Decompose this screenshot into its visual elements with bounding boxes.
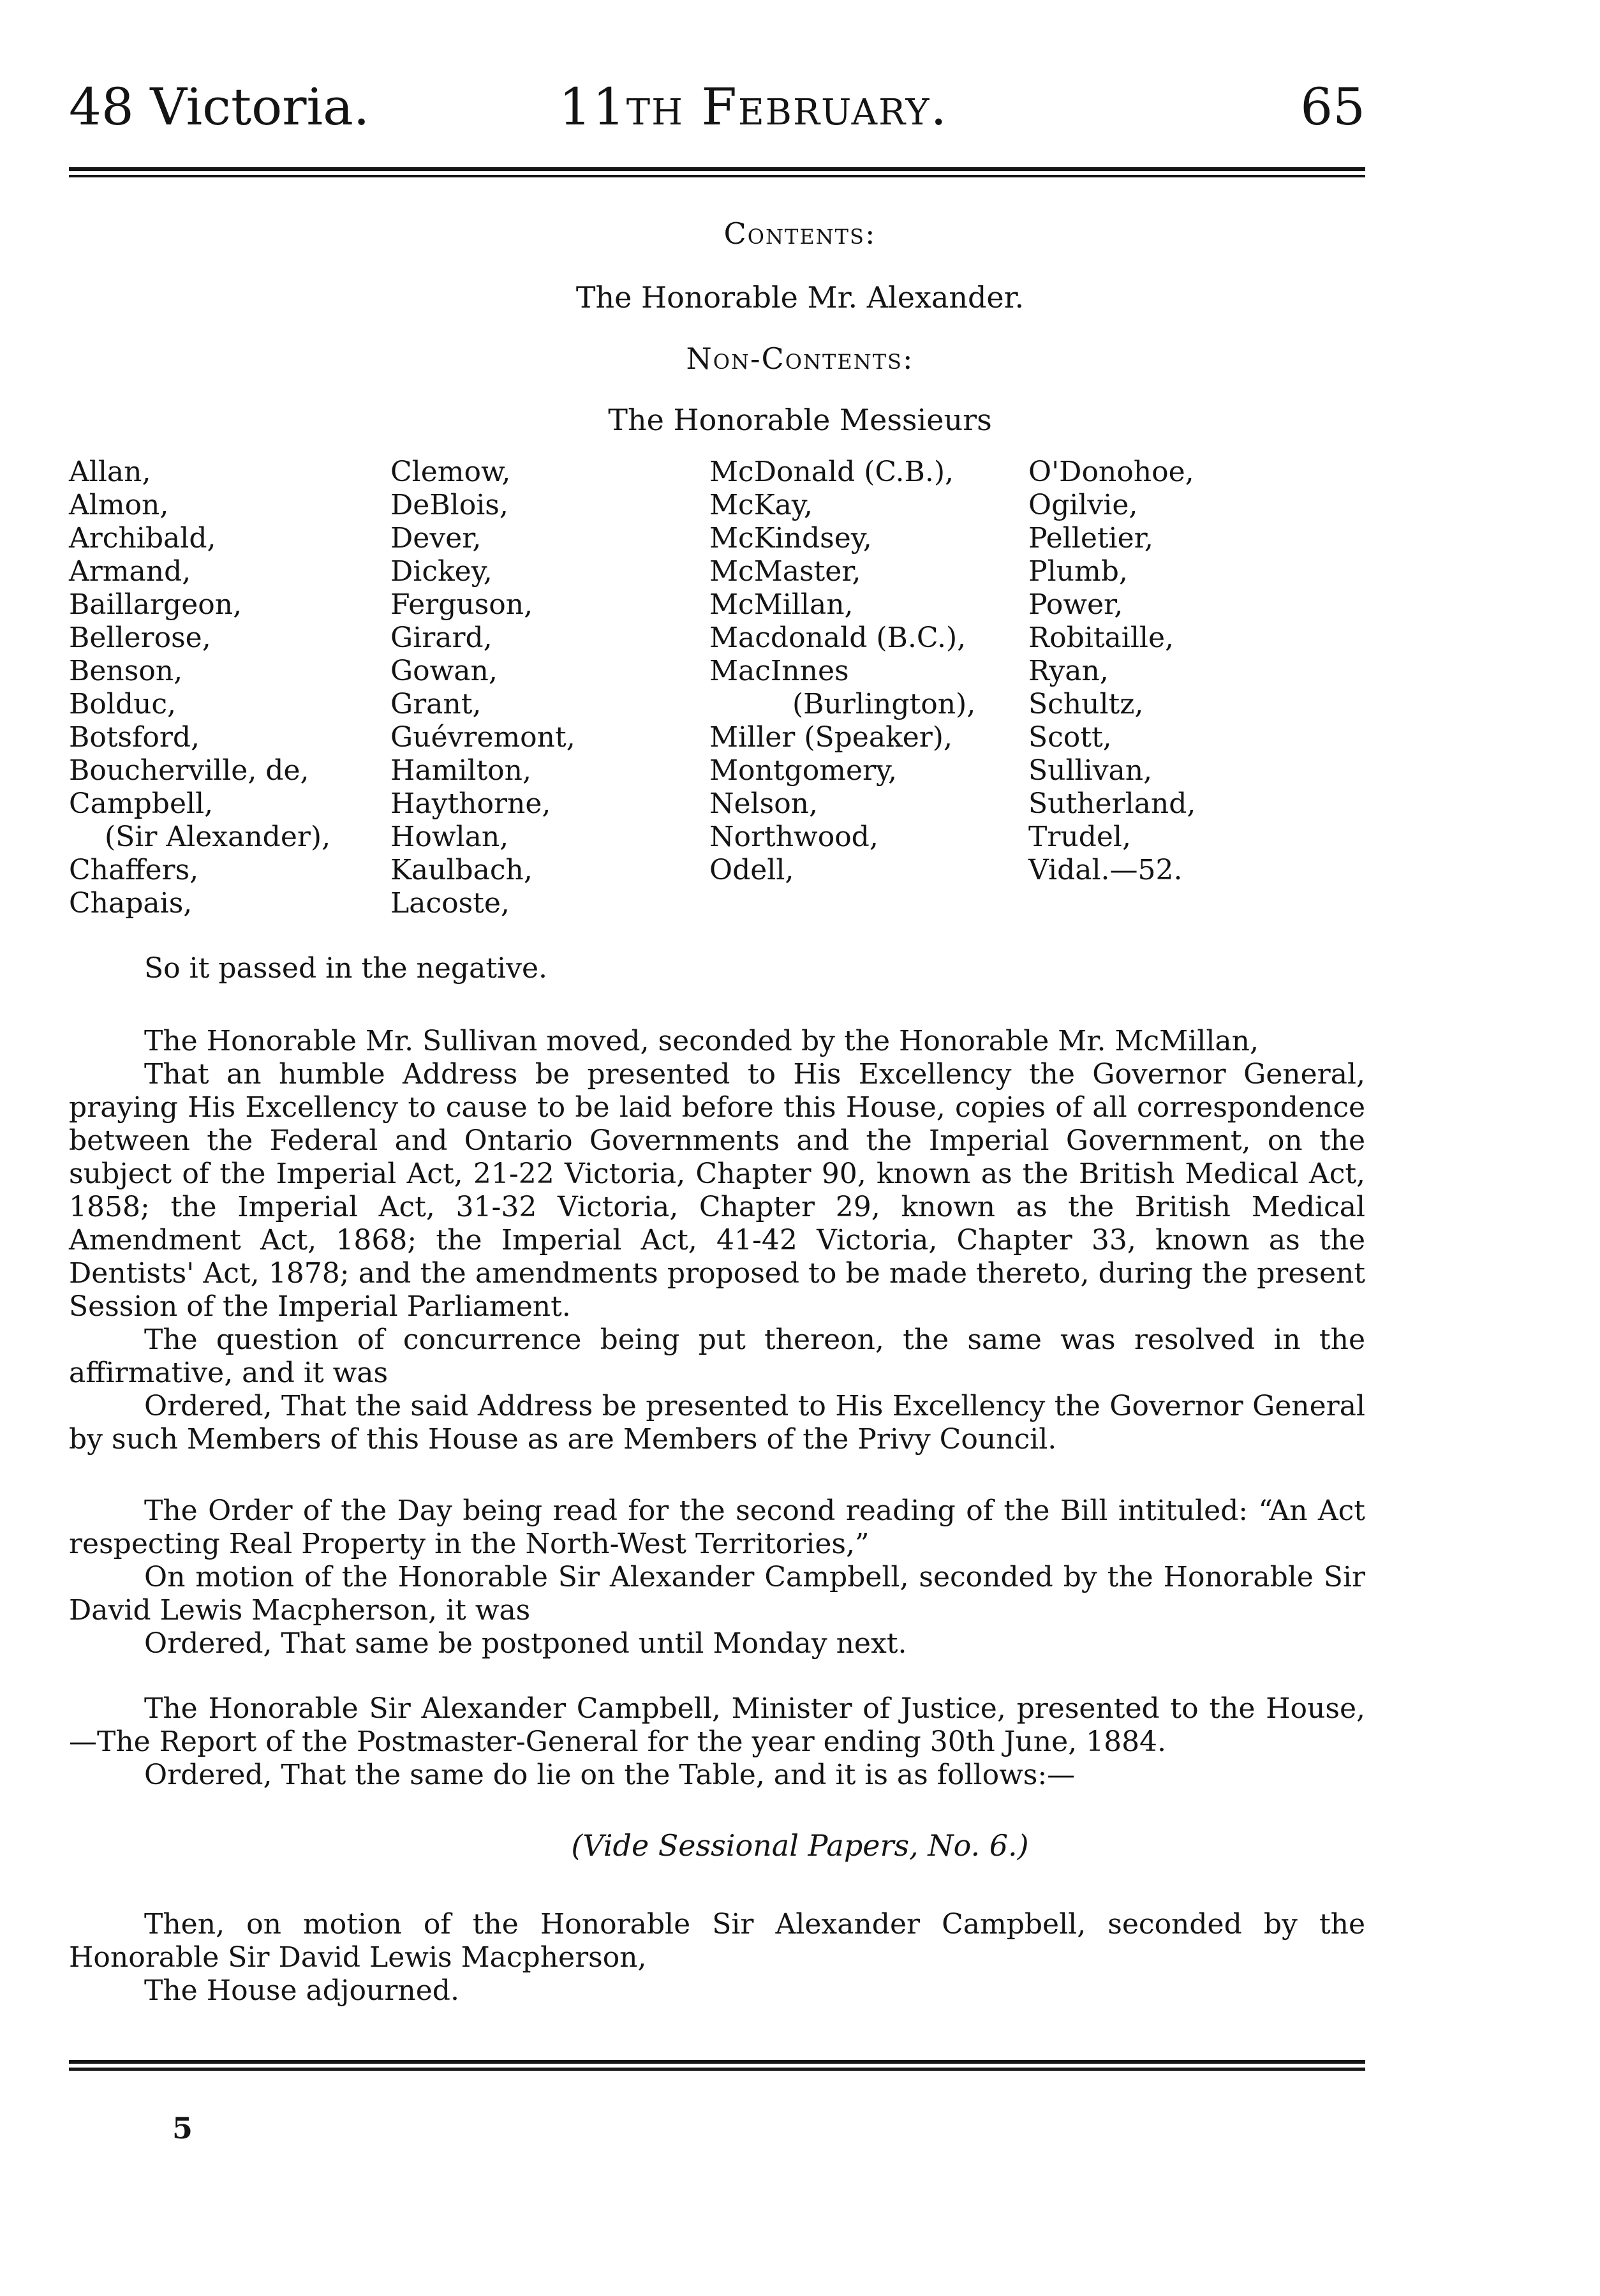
member-name: Bellerose,: [69, 622, 211, 654]
member-name: (Sir Alexander),: [105, 821, 331, 853]
member-name: Odell,: [709, 854, 794, 886]
contents-member: The Honorable Mr. Alexander.: [575, 280, 1025, 315]
names-column-2: [390, 456, 575, 920]
non-contents-label: Non-Contents:: [686, 341, 914, 376]
header-date: 11th February.: [559, 77, 948, 137]
member-name: Almon,: [69, 489, 169, 521]
member-name: Dickey,: [390, 555, 493, 588]
member-name: Botsford,: [69, 721, 200, 754]
page-number: 65: [1300, 77, 1365, 137]
member-name: Pelletier,: [1028, 522, 1153, 555]
member-name: Armand,: [69, 555, 191, 588]
member-name: Guévremont,: [390, 721, 575, 754]
adjourn-text: The House adjourned.: [144, 1974, 459, 2007]
member-name: Power,: [1028, 588, 1123, 621]
member-name: Vidal.—52.: [1028, 854, 1183, 886]
member-name: Kaulbach,: [390, 854, 533, 886]
member-name: Trudel,: [1028, 821, 1131, 853]
signature-mark: 5: [172, 2111, 193, 2145]
member-name: Girard,: [390, 622, 493, 654]
member-name: McMaster,: [709, 555, 861, 588]
member-name: (Burlington),: [792, 688, 976, 720]
member-name: Plumb,: [1028, 555, 1128, 588]
report-ordered: Ordered, That the same do lie on the Table, and it is as follows:—: [144, 1759, 1076, 1791]
member-name: Gowan,: [390, 655, 498, 687]
result-text: So it passed in the negative.: [144, 952, 547, 985]
order-motion: On motion of the Honorable Sir Alexander Campbell, seconded by the Honorable Sir David Lewis Macpherson, it was: [69, 1561, 1365, 1627]
member-name: Haythorne,: [390, 787, 551, 820]
vide-sessional-papers: (Vide Sessional Papers, No. 6.): [571, 1828, 1029, 1863]
member-name: DeBlois,: [390, 489, 508, 521]
member-name: Macdonald (B.C.),: [709, 622, 967, 654]
sullivan-motion-section: [69, 1025, 1365, 1456]
member-name: Scott,: [1028, 721, 1112, 754]
order-ordered: Ordered, That same be postponed until Monday next.: [144, 1627, 907, 1660]
names-column-3: [709, 456, 975, 887]
postmaster-report-section: [69, 1692, 1365, 1792]
adjournment-section: [69, 1908, 1365, 2008]
member-name: Nelson,: [709, 787, 819, 820]
member-name: Howlan,: [390, 821, 509, 853]
member-name: Chapais,: [69, 887, 193, 920]
member-name: McKindsey,: [709, 522, 872, 555]
member-name: McKay,: [709, 489, 813, 521]
member-name: Benson,: [69, 655, 183, 687]
member-name: Boucherville, de,: [69, 754, 309, 787]
member-name: Dever,: [390, 522, 482, 555]
member-name: Bolduc,: [69, 688, 177, 720]
member-name: Baillargeon,: [69, 588, 242, 621]
member-name: McDonald (C.B.),: [709, 456, 954, 488]
member-name: Robitaille,: [1028, 622, 1174, 654]
motion-question: The question of concurrence being put thereon, the same was resolved in the affirmative, and it was: [69, 1323, 1365, 1389]
member-name: Clemow,: [390, 456, 511, 488]
member-name: Sullivan,: [1028, 754, 1153, 787]
order-of-day-section: [69, 1495, 1365, 1660]
contents-label: Contents:: [723, 216, 877, 251]
non-contents-intro: The Honorable Messieurs: [608, 403, 992, 437]
adjourn-motion: Then, on motion of the Honorable Sir Alexander Campbell, seconded by the Honorable Sir David Lewis Macpherson,: [69, 1908, 1365, 1974]
motion-address: That an humble Address be presented to His Excellency the Governor General, praying His Excellency to cause to be laid before this House, copies of all correspondence between the Federal and Ontario Governments and the Imperial Government, on the subject of the Imperial Act, 21-22 Victoria, Chapter 90, known as the British Medical Act, 1858; the Imperial Act, 31-32 Victoria, Chapter 29, known as the British Medical Amendment Act, 1868; the Imperial Act, 41-42 Victoria, Chapter 33, known as the Dentists' Act, 1878; and the amendments proposed to be made thereto, during the present Session of the Imperial Parliament.: [69, 1058, 1365, 1323]
header-rule: [69, 167, 1365, 180]
member-name: Ogilvie,: [1028, 489, 1138, 521]
member-name: Ryan,: [1028, 655, 1109, 687]
member-name: Hamilton,: [390, 754, 531, 787]
header-session: 48 Victoria.: [69, 77, 370, 137]
member-name: Grant,: [390, 688, 482, 720]
page-header: [69, 75, 1365, 145]
member-name: Sutherland,: [1028, 787, 1196, 820]
order-reading: The Order of the Day being read for the second reading of the Bill intituled: “An Act respecting Real Property in the North-West Territories,”: [69, 1495, 1365, 1560]
motion-ordered: Ordered, That the said Address be presented to His Excellency the Governor General by such Members of this House as are Members of the Privy Council.: [69, 1390, 1365, 1456]
member-name: Chaffers,: [69, 854, 199, 886]
member-name: Northwood,: [709, 821, 878, 853]
motion-moved: The Honorable Mr. Sullivan moved, seconded by the Honorable Mr. McMillan,: [144, 1025, 1259, 1057]
member-name: Montgomery,: [709, 754, 898, 787]
member-name: O'Donohoe,: [1028, 456, 1194, 488]
names-column-1: [69, 456, 330, 920]
member-name: MacInnes: [709, 655, 849, 687]
member-name: Campbell,: [69, 787, 214, 820]
member-name: Ferguson,: [390, 588, 533, 621]
report-presented: The Honorable Sir Alexander Campbell, Minister of Justice, presented to the House,—The Report of the Postmaster-General for the year ending 30th June, 1884.: [69, 1692, 1365, 1758]
member-name: McMillan,: [709, 588, 854, 621]
member-name: Schultz,: [1028, 688, 1144, 720]
member-name: Archibald,: [69, 522, 216, 555]
names-column-4: [1028, 456, 1196, 887]
footer-rule: [69, 2060, 1365, 2074]
member-name: Lacoste,: [390, 887, 510, 920]
member-name: Miller (Speaker),: [709, 721, 952, 754]
division-result: [69, 952, 1365, 985]
member-name: Allan,: [69, 456, 151, 488]
